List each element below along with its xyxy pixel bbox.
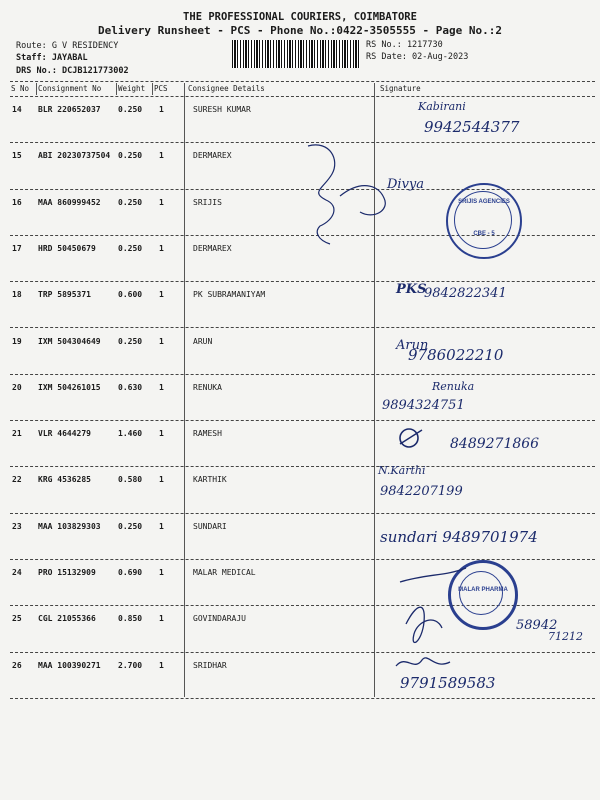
serial-number: 22 <box>12 475 22 485</box>
row-rule <box>10 281 595 282</box>
col-sep <box>116 83 117 95</box>
row-rule <box>10 652 595 653</box>
piece-count: 1 <box>159 521 164 531</box>
signature-19-phone: 9786022210 <box>408 346 504 364</box>
col-consignee: Consignee Details <box>188 84 265 93</box>
col-sep <box>152 83 153 95</box>
runsheet-subtitle: Delivery Runsheet - PCS - Phone No.:0422-3505555 - Page No.:2 <box>98 24 502 37</box>
weight: 0.250 <box>118 336 143 346</box>
consignment-number: BLR 220652037 <box>38 105 101 114</box>
signature-14-phone: 9942544377 <box>424 118 520 136</box>
consignee-name: DERMAREX <box>193 243 232 253</box>
weight: 0.630 <box>118 382 143 392</box>
signature-26-phone: 9791589583 <box>400 674 496 692</box>
header-top-rule <box>10 81 595 82</box>
weight: 1.460 <box>118 429 143 439</box>
row-rule <box>10 698 595 699</box>
piece-count: 1 <box>159 660 164 670</box>
signature-22-phone: 9842207199 <box>380 484 463 499</box>
serial-number: 15 <box>12 151 22 161</box>
piece-count: 1 <box>159 197 164 207</box>
rs-date: RS Date: 02-Aug-2023 <box>366 52 469 62</box>
serial-number: 17 <box>12 243 22 253</box>
weight: 0.250 <box>118 521 143 531</box>
malar-pharma-stamp: MALAR PHARMA <box>448 560 518 630</box>
row-rule <box>10 559 595 560</box>
row-rule <box>10 513 595 514</box>
consignee-name: DERMAREX <box>193 151 232 161</box>
weight: 0.580 <box>118 475 143 485</box>
consignment-number: MAA 103829303 <box>38 521 101 531</box>
table-row <box>0 283 600 329</box>
signature-22-name: N.Karthi <box>378 464 426 477</box>
piece-count: 1 <box>159 105 164 114</box>
consignment-number: CGL 21055366 <box>38 614 96 624</box>
route-label: Route: G V RESIDENCY <box>16 41 119 51</box>
signature-20-phone: 9894324751 <box>382 398 465 413</box>
weight: 0.250 <box>118 197 143 207</box>
consignee-name: RAMESH <box>193 429 222 439</box>
table-row <box>0 654 600 700</box>
consignee-name: KARTHIK <box>193 475 227 485</box>
srijis-agencies-stamp: SRIJIS AGENCIES CBE - 5 <box>446 183 522 259</box>
serial-number: 18 <box>12 290 22 300</box>
consignment-number: IXM 504261015 <box>38 382 101 392</box>
rs-number: RS No.: 1217730 <box>366 40 443 50</box>
barcode <box>232 40 360 68</box>
signature-20-name: Renuka <box>432 380 475 393</box>
serial-number: 24 <box>12 568 22 577</box>
consignment-number: KRG 4536285 <box>38 475 91 485</box>
consignment-number: MAA 860999452 <box>38 197 101 207</box>
signature-19-name: Arun <box>396 338 429 353</box>
serial-number: 16 <box>12 197 22 207</box>
drs-number: DRS No.: DCJB121773002 <box>16 66 129 76</box>
weight: 0.250 <box>118 105 143 114</box>
piece-count: 1 <box>159 290 164 300</box>
col-weight: Weight <box>118 84 146 93</box>
serial-number: 25 <box>12 614 22 624</box>
serial-number: 21 <box>12 429 22 439</box>
table-row <box>0 330 600 376</box>
piece-count: 1 <box>159 614 164 624</box>
piece-count: 1 <box>159 568 164 577</box>
consignment-number: HRD 50450679 <box>38 243 96 253</box>
consignment-number: TRP 5895371 <box>38 290 91 300</box>
signature-25-number-2: 71212 <box>548 630 583 643</box>
signature-18-phone: 9842822341 <box>424 286 507 301</box>
col-sep <box>36 83 37 95</box>
consignee-name: SRIJIS <box>193 197 222 207</box>
row-rule <box>10 466 595 467</box>
consignee-name: SURESH KUMAR <box>193 105 251 114</box>
staff-label: Staff: JAYABAL <box>16 53 88 63</box>
weight: 0.600 <box>118 290 143 300</box>
signature-23: sundari 9489701974 <box>380 528 538 546</box>
signature-18-initials: PKS <box>396 282 427 297</box>
consignment-number: VLR 4644279 <box>38 429 91 439</box>
consignee-name: PK SUBRAMANIYAM <box>193 290 266 300</box>
consignment-number: ABI 20230737504 <box>38 151 111 161</box>
consignee-name: SRIDHAR <box>193 660 227 670</box>
consignment-number: IXM 504304649 <box>38 336 101 346</box>
signature-21-phone: 8489271866 <box>450 436 540 452</box>
serial-number: 20 <box>12 382 22 392</box>
col-pcs: PCS <box>154 84 168 93</box>
piece-count: 1 <box>159 243 164 253</box>
piece-count: 1 <box>159 151 164 161</box>
piece-count: 1 <box>159 429 164 439</box>
row-rule <box>10 420 595 421</box>
table-row <box>0 376 600 422</box>
serial-number: 14 <box>12 105 22 114</box>
table-row <box>0 468 600 514</box>
serial-number: 23 <box>12 521 22 531</box>
consignment-number: PRO 15132909 <box>38 568 96 577</box>
piece-count: 1 <box>159 336 164 346</box>
consignee-name: GOVINDARAJU <box>193 614 246 624</box>
row-rule <box>10 327 595 328</box>
row-rule <box>10 374 595 375</box>
consignment-number: MAA 100390271 <box>38 660 101 670</box>
consignee-name: RENUKA <box>193 382 222 392</box>
weight: 0.250 <box>118 151 143 161</box>
signature-24-25-scribble <box>396 564 486 664</box>
weight: 0.250 <box>118 243 143 253</box>
piece-count: 1 <box>159 475 164 485</box>
header-bottom-rule <box>10 96 595 97</box>
serial-number: 19 <box>12 336 22 346</box>
consignee-name: MALAR MEDICAL <box>193 568 256 577</box>
company-title: THE PROFESSIONAL COURIERS, COIMBATORE <box>183 11 417 23</box>
weight: 2.700 <box>118 660 143 670</box>
signature-21-mark <box>396 424 426 452</box>
consignee-name: ARUN <box>193 336 213 346</box>
piece-count: 1 <box>159 382 164 392</box>
weight: 0.850 <box>118 614 143 624</box>
signature-16: Divya <box>387 177 425 192</box>
signature-25-number: 58942 <box>516 618 558 633</box>
serial-number: 26 <box>12 660 22 670</box>
weight: 0.690 <box>118 568 143 577</box>
signature-26-mark <box>394 650 454 676</box>
col-signature: Signature <box>380 84 421 93</box>
col-sno: S No <box>11 84 30 93</box>
signature-15-scribble <box>300 140 420 250</box>
consignee-name: SUNDARI <box>193 521 227 531</box>
col-consignment: Consignment No <box>38 84 102 93</box>
signature-14-name: Kabirani <box>418 100 466 113</box>
